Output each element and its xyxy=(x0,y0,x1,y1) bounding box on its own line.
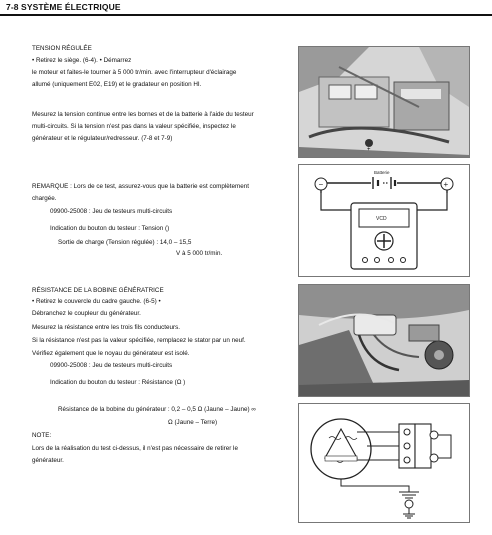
remark-line: chargée. xyxy=(32,195,57,202)
svg-text:+: + xyxy=(367,147,371,153)
tester-knob-setting: Indication du bouton du testeur : Résistance (Ω ) xyxy=(50,379,186,386)
paragraph-line: Débranchez le coupleur du générateur. xyxy=(32,310,141,317)
paragraph-line: Si la résistance n'est pas la valeur spécifiée, remplacez le stator par un neuf. xyxy=(32,337,246,344)
photo-generator-coupler xyxy=(298,284,470,397)
negative-symbol: − xyxy=(318,180,324,189)
ground-icon xyxy=(399,492,419,498)
note-line: générateur. xyxy=(32,457,64,464)
battery-tester-diagram xyxy=(298,164,470,277)
paragraph-line: Vérifiez également que le noyau du générateur est isolé. xyxy=(32,350,190,357)
tool-reference: 09900-25008 : Jeu de testeurs multi-circuits xyxy=(50,208,173,215)
paragraph-line: le moteur et faites-le tourner à 5 000 tr/min. avec l'interrupteur d'éclairage xyxy=(32,69,237,76)
spec-line: V à 5 000 tr/min. xyxy=(176,250,223,257)
section-title-resistance: RÉSISTANCE DE LA BOBINE GÉNÉRATRICE xyxy=(32,287,164,294)
paragraph-line: Mesurez la tension continue entre les bornes et de la batterie à l'aide du testeur xyxy=(32,111,254,118)
battery-wire-right xyxy=(397,183,447,193)
spec-line: Résistance de la bobine du générateur : 0,2 – 0,5 Ω (Jaune – Jaune) ∞ xyxy=(58,406,256,413)
meter-mode-label: VCD xyxy=(376,216,387,222)
tester-knob-setting: Indication du bouton du testeur : Tension () xyxy=(50,225,170,232)
note-heading: NOTE: xyxy=(32,432,52,439)
spec-line: Ω (Jaune – Terre) xyxy=(168,419,218,426)
battery-wire-left xyxy=(321,183,371,193)
paragraph-line: Mesurez la résistance entre les trois fils conducteurs. xyxy=(32,324,181,331)
remark-line: REMARQUE : Lors de ce test, assurez-vous que la batterie est complètement xyxy=(32,183,249,190)
spec-line: Sortie de charge (Tension régulée) : 14,0 – 15,5 xyxy=(58,239,192,246)
battery-label: Batterie xyxy=(374,170,390,175)
paragraph-line: allumé (uniquement E02, E19) et le gradateur en position HI. xyxy=(32,81,202,88)
photo-under-seat xyxy=(298,46,470,158)
header-rule xyxy=(0,14,492,16)
paragraph-line: générateur et le régulateur/redresseur. (7-8 et 7-9) xyxy=(32,135,173,142)
paragraph-line: • Retirez le couvercle du cadre gauche. (6-5) • xyxy=(32,298,161,305)
page-header-title: 7-8 SYSTÈME ÉLECTRIQUE xyxy=(6,2,121,12)
generator-coil-diagram xyxy=(298,403,470,523)
note-line: Lors de la réalisation du test ci-dessus, il n'est pas nécessaire de retirer le xyxy=(32,445,238,452)
coupler-icon xyxy=(354,315,396,335)
tool-reference: 09900-25008 : Jeu de testeurs multi-circuits xyxy=(50,362,173,369)
page-header xyxy=(0,0,492,18)
paragraph-line: multi-circuits. Si la tension n'est pas dans la valeur spécifiée, inspectez le xyxy=(32,123,236,130)
section-title-tension: TENSION RÉGULÉE xyxy=(32,45,92,52)
positive-symbol: + xyxy=(443,180,449,189)
paragraph-line: • Retirez le siège. (6-4). • Démarrez xyxy=(32,57,132,64)
